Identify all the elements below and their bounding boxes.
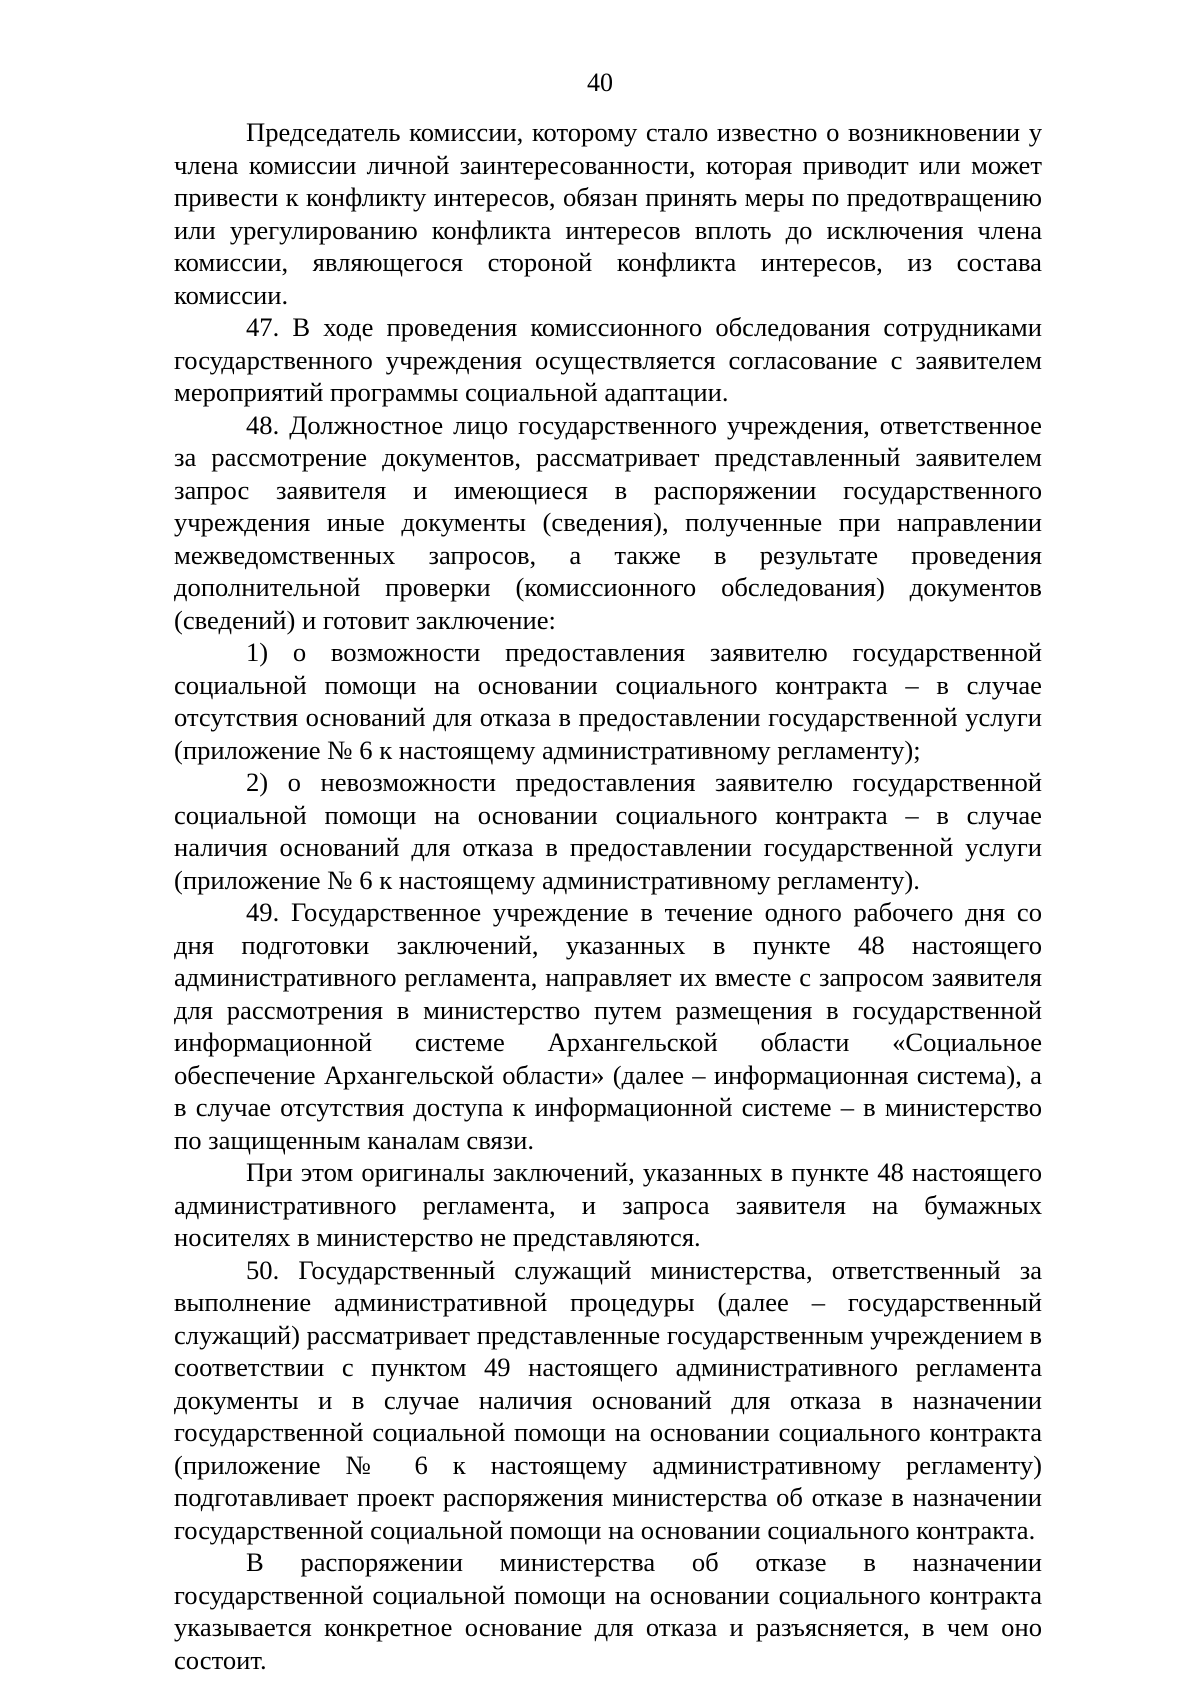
- paragraph-48-item-1: 1) о возможности предоставления заявителю государственной социальной помощи на основании социального контракта – в случае отсутствия оснований для отказа в предоставлении государственной услуги (приложение № 6 к настоящему административному регламенту);: [174, 637, 1042, 765]
- paragraph-commission-chair: Председатель комиссии, которому стало известно о возникновении у члена комиссии личной заинтересованности, которая приводит или может привести к конфликту интересов, обязан принять меры по предотвращению или урегулированию конфликта интересов вплоть до исключения члена комиссии, являющегося стороной конфликта интересов, из состава комиссии.: [174, 117, 1042, 310]
- paragraph-50-refusal-order: В распоряжении министерства об отказе в назначении государственной социальной помощи на основании социального контракта указывается конкретное основание для отказа и разъясняется, в чем оно состоит.: [174, 1547, 1042, 1675]
- paragraph-49: 49. Государственное учреждение в течение одного рабочего дня со дня подготовки заключений, указанных в пункте 48 настоящего административного регламента, направляет их вместе с запросом заявителя для рассмотрения в министерство путем размещения в государственной информационной системе Архангельской области «Социальное обеспечение Архангельской области» (далее – информационная система), а в случае отсутствия доступа к информационной системе – в министерство по защищенным каналам связи.: [174, 897, 1042, 1155]
- document-body: [174, 116, 1042, 1676]
- paragraph-50: 50. Государственный служащий министерства, ответственный за выполнение административной процедуры (далее – государственный служащий) рассматривает представленные государственным учреждением в соответствии с пунктом 49 настоящего административного регламента документы и в случае наличия оснований для отказа в назначении государственной социальной помощи на основании социального контракта (приложение № 6 к настоящему административному регламенту) подготавливает проект распоряжения министерства об отказе в назначении государственной социальной помощи на основании социального контракта.: [174, 1254, 1042, 1545]
- paragraph-48: 48. Должностное лицо государственного учреждения, ответственное за рассмотрение документов, рассматривает представленный заявителем запрос заявителя и имеющиеся в распоряжении государственного учреждения иные документы (сведения), полученные при направлении межведомственных запросов, а также в результате проведения дополнительной проверки (комиссионного обследования) документов (сведений) и готовит заключение:: [174, 409, 1042, 635]
- paragraph-49-originals: При этом оригиналы заключений, указанных в пункте 48 настоящего административного регламента, и запроса заявителя на бумажных носителях в министерство не представляются.: [174, 1157, 1042, 1252]
- paragraph-47: 47. В ходе проведения комиссионного обследования сотрудниками государственного учреждения осуществляется согласование с заявителем мероприятий программы социальной адаптации.: [174, 312, 1042, 407]
- page-number: 40: [587, 68, 613, 97]
- paragraph-48-item-2: 2) о невозможности предоставления заявителю государственной социальной помощи на основании социального контракта – в случае наличия оснований для отказа в предоставлении государственной услуги (приложение № 6 к настоящему административному регламенту).: [174, 767, 1042, 895]
